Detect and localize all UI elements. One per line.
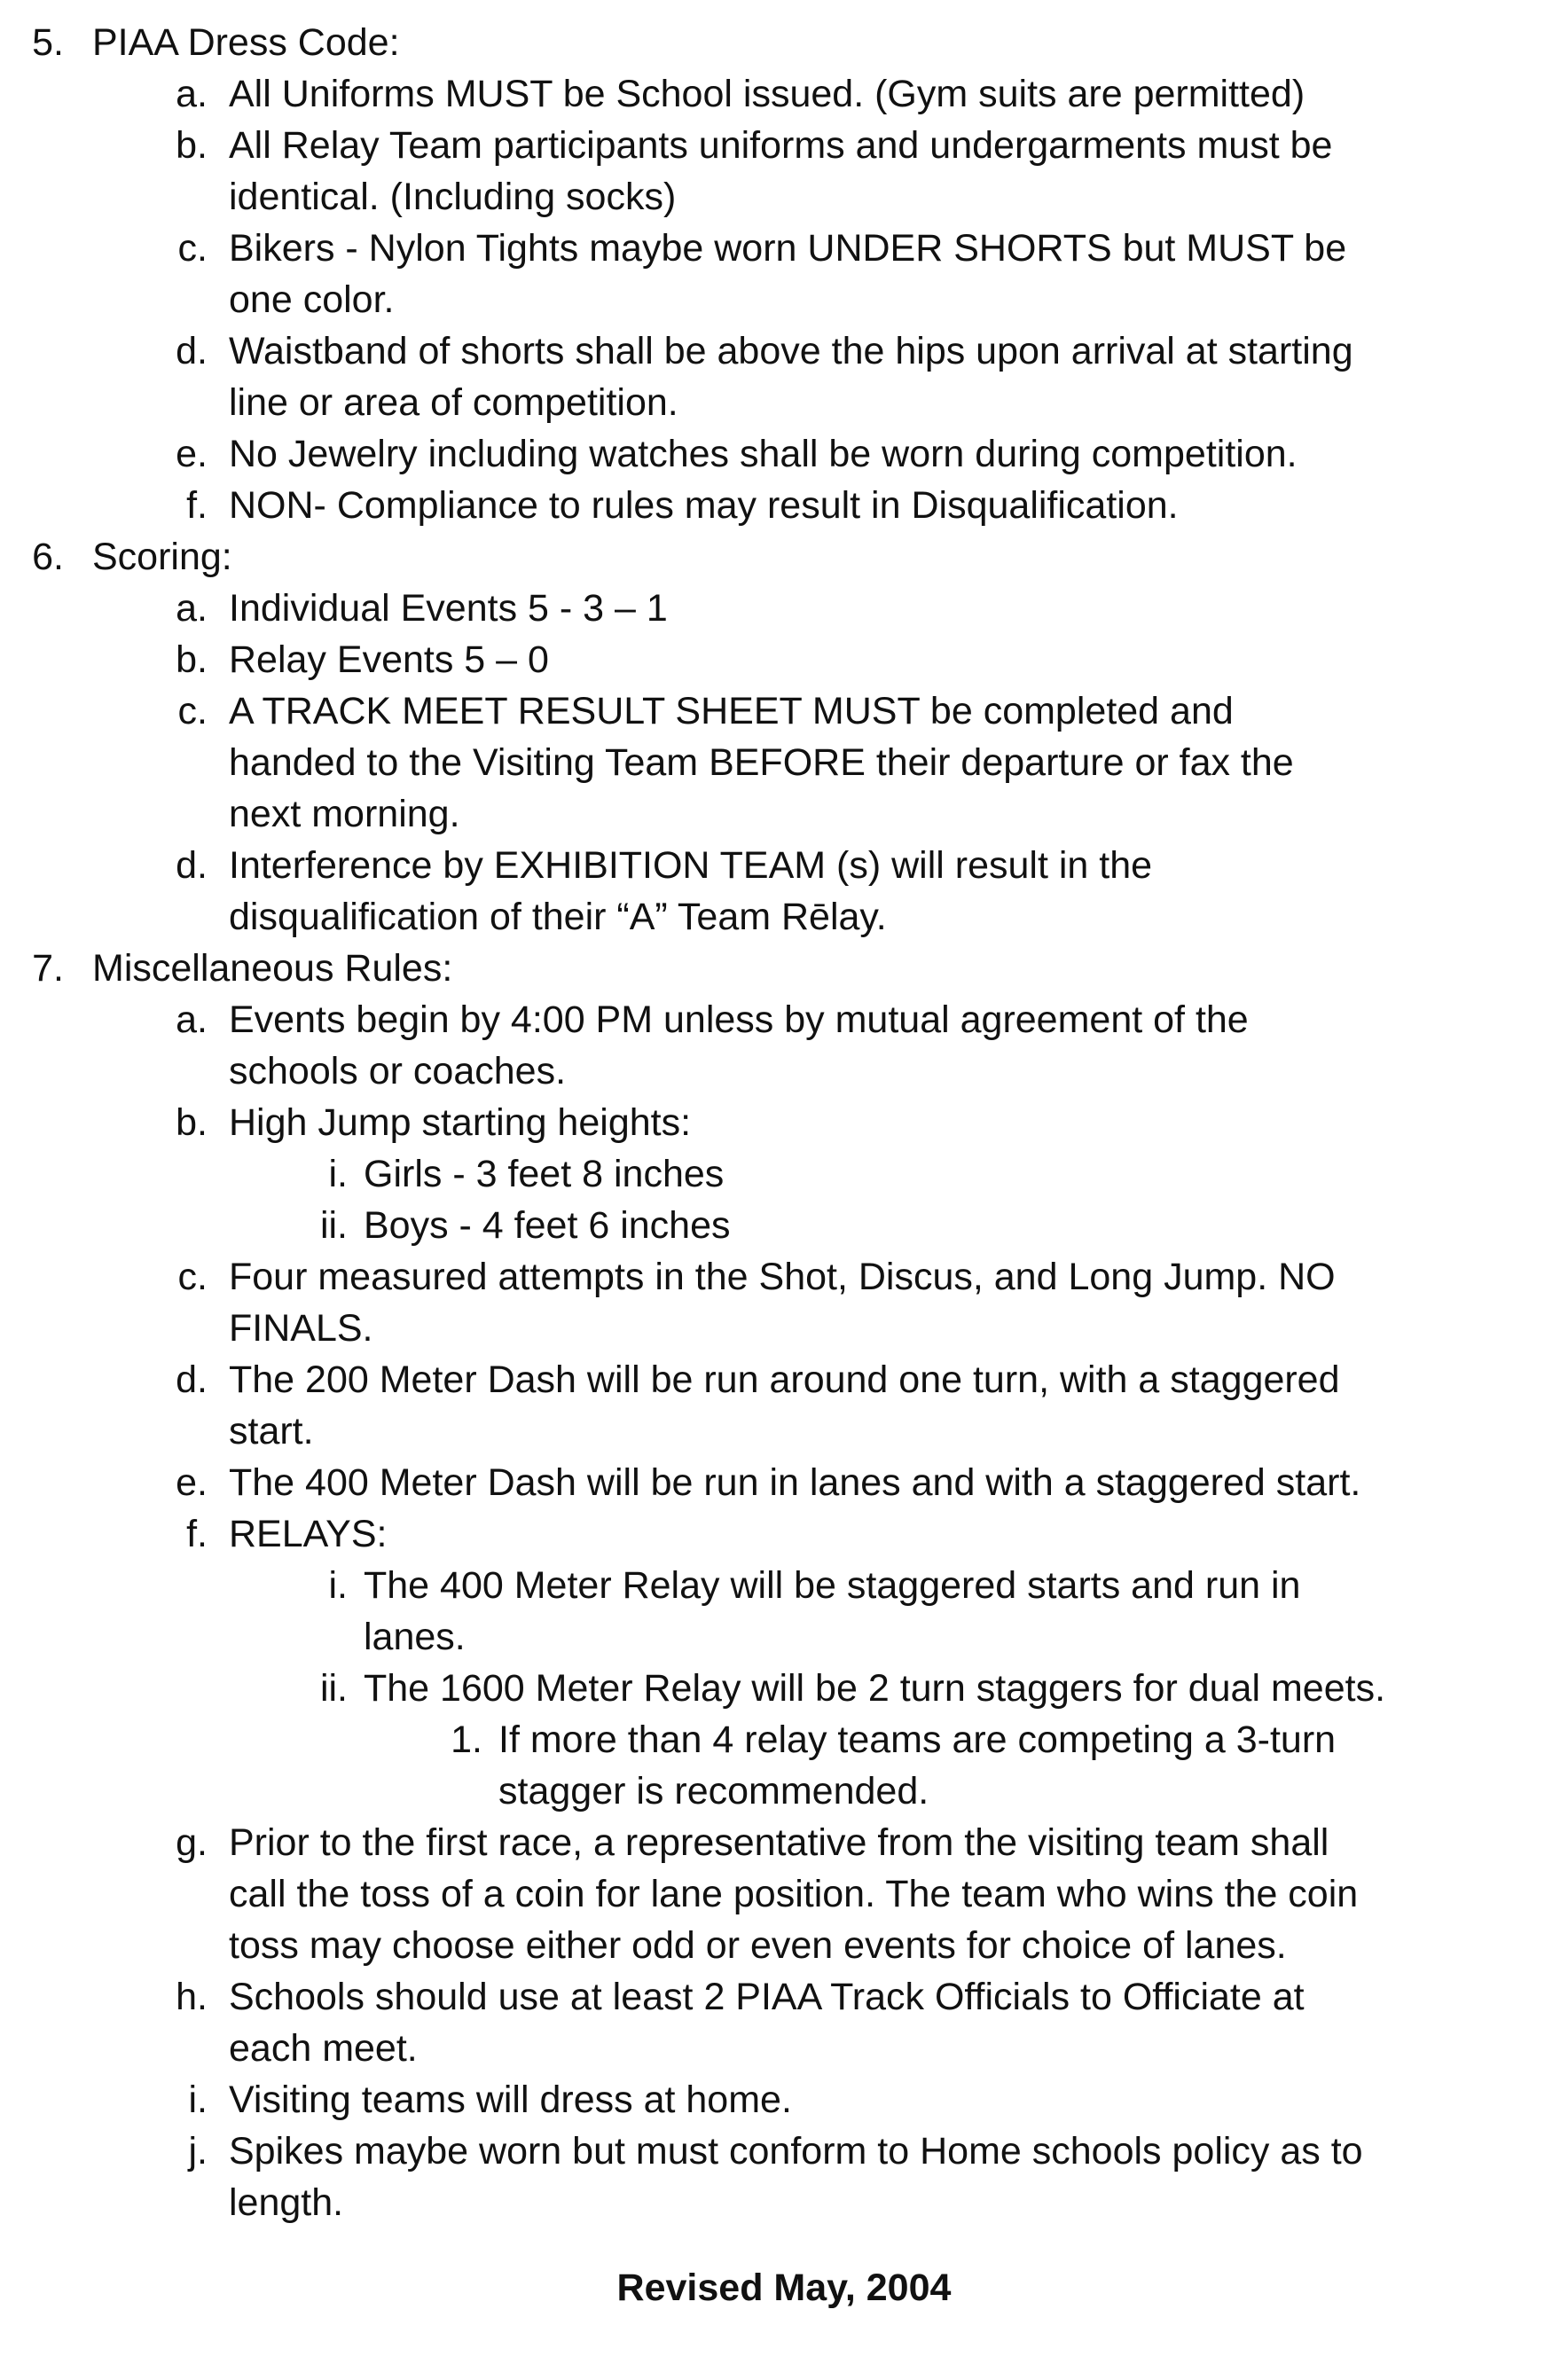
list-item-continuation — [0, 1045, 1568, 1098]
list-marker: 6. — [32, 536, 64, 578]
line-text: schools or coaches. — [229, 1050, 567, 1092]
list-marker: g. — [176, 1821, 208, 1864]
list-item-continuation — [0, 376, 1568, 429]
line-text: The 400 Meter Relay will be staggered starts and run in — [364, 1564, 1301, 1607]
line-text: Scoring: — [92, 536, 232, 578]
list-marker: f. — [186, 1513, 208, 1555]
list-item — [0, 1816, 1568, 1869]
list-item — [0, 1559, 1568, 1612]
line-text: The 400 Meter Dash will be run in lanes and with a staggered start. — [229, 1461, 1361, 1504]
line-text: No Jewelry including watches shall be worn during competition. — [229, 433, 1298, 475]
list-marker: d. — [176, 1358, 208, 1401]
list-item — [0, 685, 1568, 738]
line-text: next morning. — [229, 793, 460, 835]
line-text: one color. — [229, 278, 395, 321]
list-item — [0, 479, 1568, 532]
list-marker: i. — [328, 1153, 348, 1195]
line-text: Prior to the first race, a representative from the visiting team shall — [229, 1821, 1329, 1864]
line-text: High Jump starting heights: — [229, 1101, 692, 1144]
line-text: NON- Compliance to rules may result in Disqualification. — [229, 484, 1179, 527]
line-text: line or area of competition. — [229, 381, 678, 424]
list-marker: i. — [188, 2079, 208, 2121]
line-text: Interference by EXHIBITION TEAM (s) will result in the — [229, 844, 1153, 887]
list-marker: a. — [176, 587, 208, 630]
list-marker: a. — [176, 998, 208, 1041]
list-marker: d. — [176, 330, 208, 372]
list-item — [0, 1147, 1568, 1201]
section-heading — [0, 942, 1568, 995]
list-marker: 1. — [451, 1718, 482, 1761]
list-marker: c. — [177, 227, 208, 270]
line-text: each meet. — [229, 2027, 418, 2070]
list-marker: f. — [186, 484, 208, 527]
list-item — [0, 1662, 1568, 1715]
list-item — [0, 2073, 1568, 2126]
list-marker: b. — [176, 124, 208, 167]
list-item — [0, 993, 1568, 1046]
list-item — [0, 1456, 1568, 1509]
section-heading — [0, 530, 1568, 583]
line-text: PIAA Dress Code: — [92, 21, 400, 64]
list-item-continuation — [0, 1765, 1568, 1818]
list-item — [0, 1250, 1568, 1304]
list-item — [0, 427, 1568, 481]
list-item — [0, 839, 1568, 892]
line-text: start. — [229, 1410, 314, 1452]
list-item-continuation — [0, 1867, 1568, 1921]
line-text: Boys - 4 feet 6 inches — [364, 1204, 731, 1247]
list-item — [0, 67, 1568, 121]
list-item-continuation — [0, 1405, 1568, 1458]
line-text: RELAYS: — [229, 1513, 388, 1555]
line-text: handed to the Visiting Team BEFORE their departure or fax the — [229, 741, 1294, 784]
list-marker: d. — [176, 844, 208, 887]
line-text: Schools should use at least 2 PIAA Track Officials to Officiate at — [229, 1976, 1305, 2018]
line-text: Waistband of shorts shall be above the hips upon arrival at starting — [229, 330, 1353, 372]
list-marker: j. — [188, 2130, 208, 2173]
list-marker: c. — [177, 1256, 208, 1298]
list-marker: e. — [176, 1461, 208, 1504]
list-item — [0, 1353, 1568, 1406]
list-item — [0, 119, 1568, 172]
line-text: If more than 4 relay teams are competing a 3-turn — [498, 1718, 1337, 1761]
line-text: stagger is recommended. — [498, 1770, 929, 1812]
line-text: disqualification of their “A” Team Rēlay. — [229, 896, 887, 938]
list-marker: 7. — [32, 947, 64, 990]
list-item-continuation — [0, 890, 1568, 943]
list-marker: b. — [176, 1101, 208, 1144]
line-text: The 200 Meter Dash will be run around one turn, with a staggered — [229, 1358, 1340, 1401]
line-text: Visiting teams will dress at home. — [229, 2079, 792, 2121]
list-item-continuation — [0, 787, 1568, 841]
line-text: length. — [229, 2181, 344, 2224]
list-marker: a. — [176, 73, 208, 115]
list-item-continuation — [0, 1610, 1568, 1664]
line-text: Individual Events 5 - 3 – 1 — [229, 587, 668, 630]
list-item-continuation — [0, 170, 1568, 223]
list-item — [0, 582, 1568, 635]
list-item — [0, 1096, 1568, 1149]
list-item-continuation — [0, 273, 1568, 326]
list-marker: c. — [177, 690, 208, 732]
list-marker: ii. — [319, 1204, 348, 1247]
section-heading — [0, 16, 1568, 69]
line-text: All Uniforms MUST be School issued. (Gym suits are permitted) — [229, 73, 1305, 115]
list-marker: h. — [176, 1976, 208, 2018]
list-item — [0, 325, 1568, 378]
line-text: Events begin by 4:00 PM unless by mutual agreement of the — [229, 998, 1249, 1041]
list-item-continuation — [0, 2176, 1568, 2229]
list-item — [0, 1713, 1568, 1766]
line-text: Bikers - Nylon Tights maybe worn UNDER SHORTS but MUST be — [229, 227, 1347, 270]
list-item — [0, 1507, 1568, 1561]
line-text: All Relay Team participants uniforms and undergarments must be — [229, 124, 1333, 167]
line-text: toss may choose either odd or even events for choice of lanes. — [229, 1924, 1287, 1967]
line-text: FINALS. — [229, 1307, 373, 1350]
line-text: Relay Events 5 – 0 — [229, 638, 549, 681]
line-text: Girls - 3 feet 8 inches — [364, 1153, 725, 1195]
list-item — [0, 633, 1568, 686]
list-item — [0, 1199, 1568, 1252]
list-item-continuation — [0, 736, 1568, 789]
line-text: Miscellaneous Rules: — [92, 947, 453, 990]
list-item-continuation — [0, 2022, 1568, 2075]
line-text: identical. (Including socks) — [229, 176, 677, 218]
list-marker: b. — [176, 638, 208, 681]
list-item — [0, 1970, 1568, 2024]
list-marker: ii. — [319, 1667, 348, 1710]
line-text: call the toss of a coin for lane position. The team who wins the coin — [229, 1873, 1359, 1915]
line-text: Four measured attempts in the Shot, Discus, and Long Jump. NO — [229, 1256, 1336, 1298]
revision-footer: Revised May, 2004 — [616, 2266, 952, 2309]
list-item-continuation — [0, 1919, 1568, 1972]
list-marker: e. — [176, 433, 208, 475]
line-text: The 1600 Meter Relay will be 2 turn staggers for dual meets. — [364, 1667, 1386, 1710]
line-text: Spikes maybe worn but must conform to Home schools policy as to — [229, 2130, 1363, 2173]
list-marker: 5. — [32, 21, 64, 64]
list-item — [0, 2125, 1568, 2178]
list-item-continuation — [0, 1302, 1568, 1355]
list-item — [0, 222, 1568, 275]
line-text: lanes. — [364, 1616, 466, 1658]
list-marker: i. — [328, 1564, 348, 1607]
line-text: A TRACK MEET RESULT SHEET MUST be completed and — [229, 690, 1234, 732]
